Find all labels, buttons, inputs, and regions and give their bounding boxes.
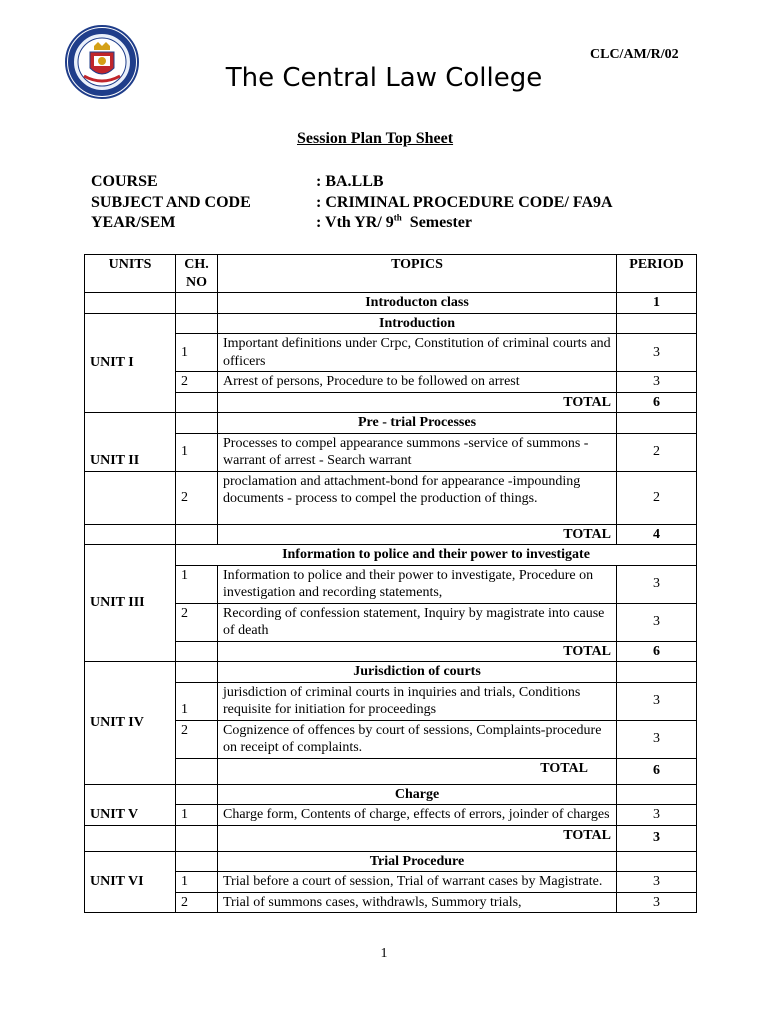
chapter-number: 1	[176, 565, 218, 603]
period-value: 3	[617, 805, 697, 826]
chapter-number: 1	[176, 805, 218, 826]
total-label: TOTAL	[218, 758, 617, 784]
table-row	[85, 758, 697, 784]
table-row	[85, 433, 697, 471]
table-row	[85, 784, 697, 805]
total-value: 6	[617, 641, 697, 662]
total-value: 3	[617, 825, 697, 851]
unit-heading: Charge	[218, 784, 617, 805]
period-value: 3	[617, 720, 697, 758]
table-row	[85, 805, 697, 826]
unit-heading: Jurisdiction of courts	[218, 662, 617, 683]
total-value: 4	[617, 524, 697, 545]
header-chapter-no: CH. NO	[176, 255, 218, 293]
period-value: 3	[617, 334, 697, 372]
chapter-number: 1	[176, 872, 218, 893]
chapter-number: 2	[176, 471, 218, 524]
topic-text: Arrest of persons, Procedure to be followed on arrest	[218, 372, 617, 393]
table-row	[85, 892, 697, 913]
unit-label: UNIT VI	[85, 851, 176, 913]
total-label: TOTAL	[218, 524, 617, 545]
year-label: YEAR/SEM	[91, 214, 176, 231]
table-row	[85, 293, 697, 314]
total-value: 6	[617, 758, 697, 784]
college-name: The Central Law College	[225, 63, 543, 93]
period-value: 3	[617, 872, 697, 893]
unit-label: UNIT III	[85, 545, 176, 662]
subject-value: : CRIMINAL PROCEDURE CODE/ FA9A	[316, 193, 613, 211]
period-value: 3	[617, 565, 697, 603]
intro-class-topic: Introducton class	[218, 293, 617, 314]
total-value: 6	[617, 392, 697, 413]
period-value: 3	[617, 603, 697, 641]
chapter-number: 2	[176, 892, 218, 913]
chapter-number: 1	[176, 682, 218, 720]
table-row	[85, 872, 697, 893]
table-header-row	[85, 255, 697, 293]
page-title: Session Plan Top Sheet	[297, 130, 454, 147]
topic-text: jurisdiction of criminal courts in inquiries and trials, Conditions requisite for initiation for proceedings	[218, 682, 617, 720]
table-row	[85, 565, 697, 603]
table-row	[85, 392, 697, 413]
table-row	[85, 825, 697, 851]
document-reference: CLC/AM/R/02	[590, 47, 679, 62]
table-row	[85, 641, 697, 662]
topic-text: Important definitions under Crpc, Constitution of criminal courts and officers	[218, 334, 617, 372]
header-period: PERIOD	[617, 255, 697, 293]
table-row	[85, 603, 697, 641]
header-topics: TOPICS	[218, 255, 617, 293]
table-row	[85, 313, 697, 334]
period-value: 2	[617, 471, 697, 524]
period-value: 3	[617, 892, 697, 913]
table-row	[85, 413, 697, 434]
header-units: UNITS	[85, 255, 176, 293]
table-row	[85, 720, 697, 758]
session-plan-table	[84, 254, 697, 913]
topic-text: Charge form, Contents of charge, effects of errors, joinder of charges	[218, 805, 617, 826]
unit-heading: Introduction	[218, 313, 617, 334]
chapter-number: 2	[176, 372, 218, 393]
course-value: : BA.LLB	[316, 173, 384, 190]
unit-label: UNIT I	[85, 313, 176, 413]
total-label: TOTAL	[218, 392, 617, 413]
table-row	[85, 524, 697, 545]
course-label: COURSE	[91, 173, 158, 190]
unit-label: UNIT IV	[85, 662, 176, 785]
chapter-number: 1	[176, 433, 218, 471]
unit-label: UNIT II	[85, 413, 176, 472]
chapter-number: 2	[176, 720, 218, 758]
chapter-number: 2	[176, 603, 218, 641]
table-row	[85, 851, 697, 872]
period-value: 3	[617, 682, 697, 720]
period-value: 2	[617, 433, 697, 471]
topic-text: Trial of summons cases, withdrawls, Summory trials,	[218, 892, 617, 913]
intro-class-period: 1	[617, 293, 697, 314]
chapter-number: 1	[176, 334, 218, 372]
table-row	[85, 682, 697, 720]
topic-text: Information to police and their power to investigate, Procedure on investigation and recording statements,	[218, 565, 617, 603]
topic-text: Trial before a court of session, Trial of warrant cases by Magistrate.	[218, 872, 617, 893]
unit-heading: Pre - trial Processes	[218, 413, 617, 434]
table-row	[85, 545, 697, 566]
course-info	[91, 172, 613, 234]
unit-label: UNIT V	[85, 784, 176, 825]
unit-heading: Trial Procedure	[218, 851, 617, 872]
table-row	[85, 662, 697, 683]
topic-text: Processes to compel appearance summons -service of summons -warrant of arrest - Search warrant	[218, 433, 617, 471]
topic-text: proclamation and attachment-bond for appearance -impounding documents - process to compel the production of things.	[218, 471, 617, 524]
total-label: TOTAL	[218, 641, 617, 662]
table-row	[85, 334, 697, 372]
table-row	[85, 471, 697, 524]
page-number: 1	[380, 946, 388, 961]
period-value: 3	[617, 372, 697, 393]
subject-label: SUBJECT AND CODE	[91, 193, 251, 211]
table-row	[85, 372, 697, 393]
total-label: TOTAL	[218, 825, 617, 851]
topic-text: Cognizence of offences by court of sessions, Complaints-procedure on receipt of complaints.	[218, 720, 617, 758]
unit-heading: Information to police and their power to investigate	[176, 545, 697, 566]
topic-text: Recording of confession statement, Inquiry by magistrate into cause of death	[218, 603, 617, 641]
year-value: : Vth YR/ 9th Semester	[316, 212, 472, 231]
